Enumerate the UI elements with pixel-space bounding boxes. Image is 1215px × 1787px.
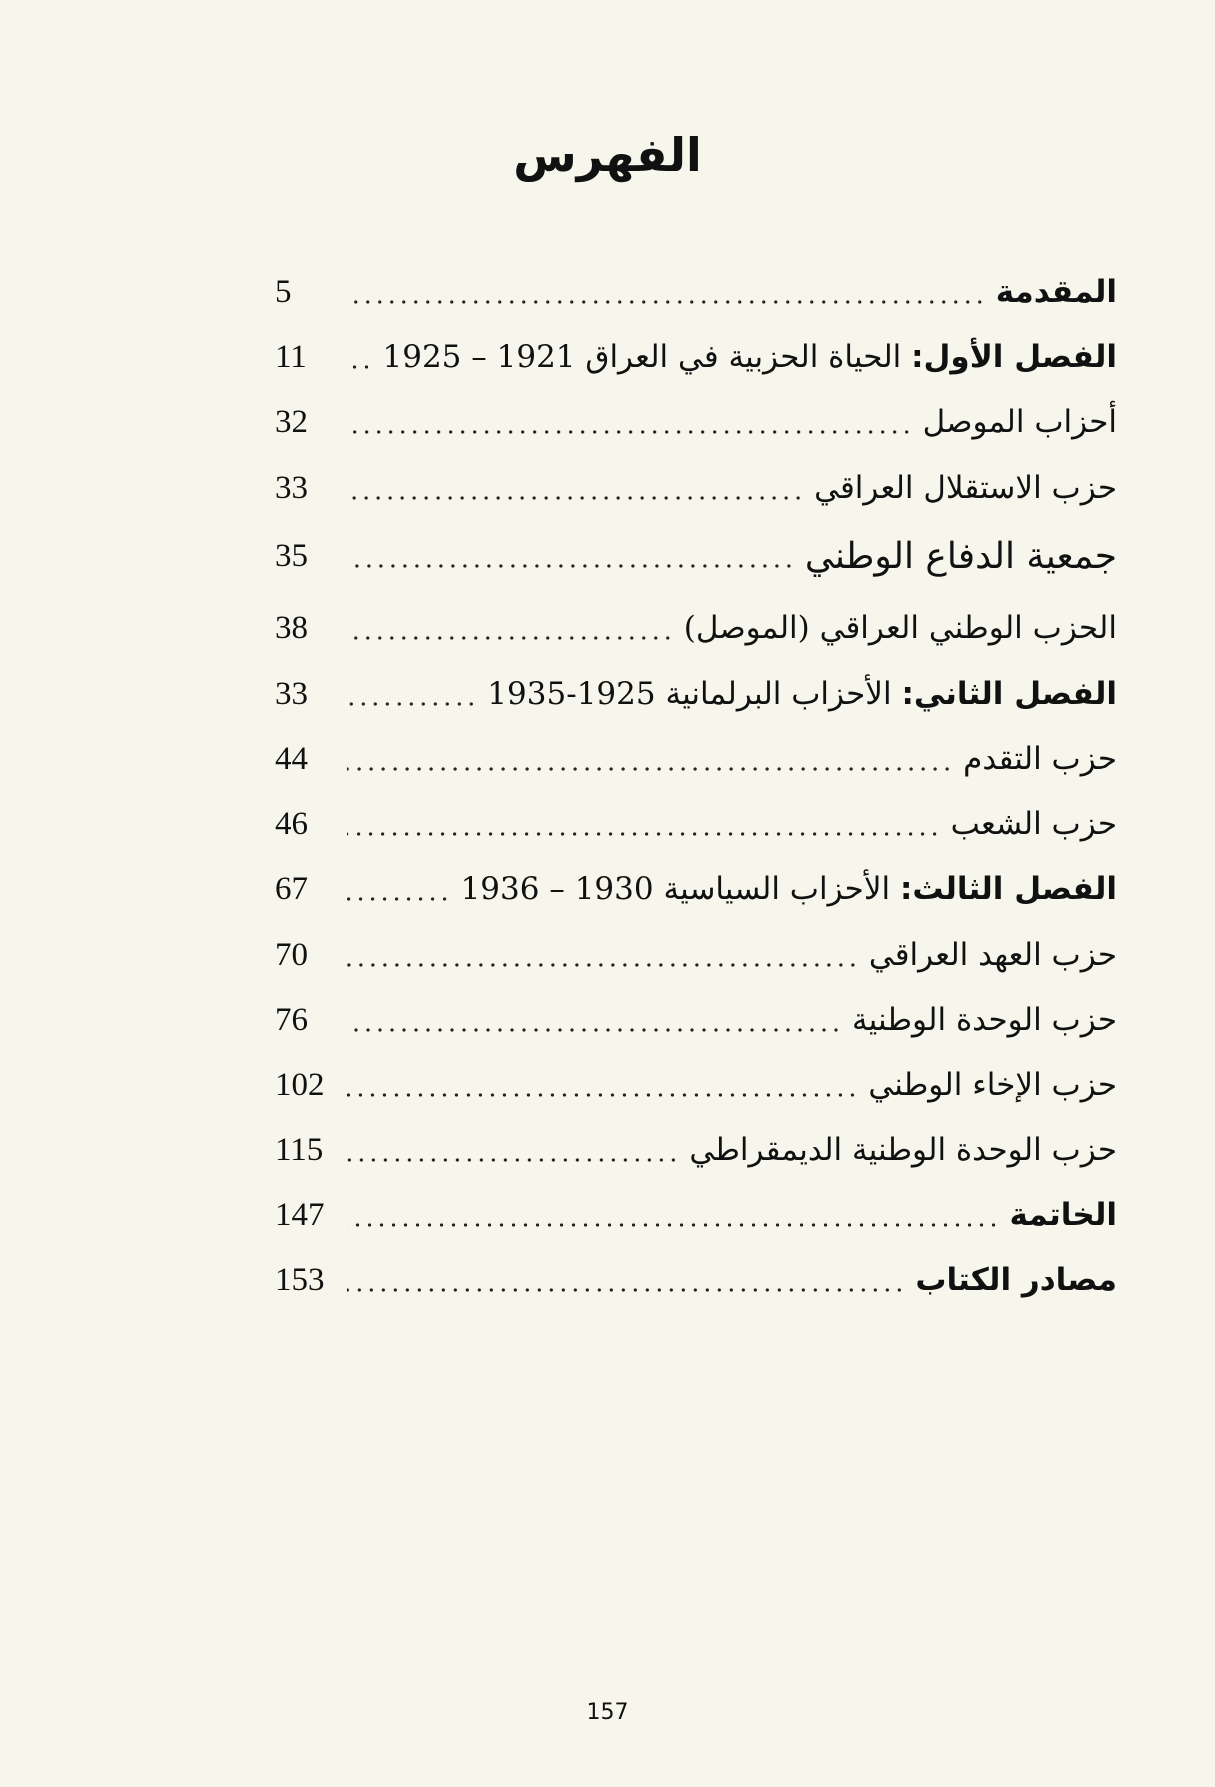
toc-entry-title <box>487 676 1117 712</box>
toc-entry-page: 76 <box>275 1001 308 1038</box>
dot-leader <box>347 495 804 501</box>
toc-entry <box>275 532 1117 580</box>
toc-entry <box>275 865 1117 913</box>
toc-entry-page: 35 <box>275 537 308 574</box>
toc-entry-label: الفصل الثالث: <box>900 871 1117 907</box>
dot-leader <box>347 635 674 641</box>
toc-entry-page: 11 <box>275 338 307 375</box>
toc-entry-label: مصادر الكتاب <box>915 1262 1117 1298</box>
toc-entry-label: الفصل الأول: <box>911 339 1117 375</box>
toc-entry-text: حزب الوحدة الوطنية <box>852 1002 1117 1038</box>
toc-entry <box>275 398 1117 446</box>
dot-leader <box>347 364 373 370</box>
dot-leader <box>347 1287 905 1293</box>
dot-leader <box>347 1222 1000 1228</box>
toc-entry <box>275 268 1117 316</box>
toc-entry <box>275 333 1117 381</box>
toc-entry <box>275 604 1117 652</box>
dot-leader <box>347 1027 842 1033</box>
toc-entry-text: الحزب الوطني العراقي (الموصل) <box>683 610 1117 646</box>
toc-entry-page: 153 <box>275 1261 325 1298</box>
toc-entry-text: حزب الوحدة الوطنية الديمقراطي <box>689 1132 1117 1168</box>
toc-entry-title <box>689 1132 1117 1168</box>
toc-entry <box>275 931 1117 979</box>
toc-entry <box>275 800 1117 848</box>
dot-leader <box>347 563 795 569</box>
toc-entry-text: حزب الاستقلال العراقي <box>814 470 1117 506</box>
dot-leader <box>347 831 941 837</box>
toc-entry-title <box>852 1002 1117 1038</box>
dot-leader <box>347 299 986 305</box>
toc-entry-label: المقدمة <box>995 274 1117 310</box>
toc-entry-page: 67 <box>275 870 308 907</box>
toc-entry-title <box>963 741 1117 777</box>
toc-entry <box>275 1191 1117 1239</box>
toc-entry-page: 70 <box>275 936 308 973</box>
toc-entry-label: الفصل الثاني: <box>901 676 1117 712</box>
toc-entry-title <box>461 871 1117 907</box>
toc-entry-page: 102 <box>275 1066 325 1103</box>
dot-leader <box>347 701 477 707</box>
toc-entry-title <box>868 1067 1117 1103</box>
dot-leader <box>347 1092 858 1098</box>
toc-entry-page: 147 <box>275 1196 325 1233</box>
toc-entry-title <box>951 806 1117 842</box>
toc-entry-text: الأحزاب السياسية 1930 – 1936 <box>460 871 891 907</box>
toc-entry-text: أحزاب الموصل <box>922 404 1117 440</box>
toc-entry-title <box>996 274 1117 310</box>
toc-entry-title <box>915 1262 1117 1298</box>
toc-entry <box>275 670 1117 718</box>
toc-entry <box>275 464 1117 512</box>
toc-entry-text: جمعية الدفاع الوطني <box>804 535 1117 577</box>
toc-entry-page: 115 <box>275 1131 324 1168</box>
toc-entry-text: حزب الشعب <box>950 806 1117 842</box>
page-title: الفهرس <box>513 128 702 182</box>
toc-entry-page: 44 <box>275 740 308 777</box>
dot-leader <box>347 1157 679 1163</box>
dot-leader <box>347 766 953 772</box>
toc-entry-title <box>1010 1197 1117 1233</box>
toc-entry <box>275 1061 1117 1109</box>
dot-leader <box>347 429 913 435</box>
toc-entry <box>275 735 1117 783</box>
toc-entry-title <box>869 937 1117 973</box>
toc-entry-title <box>805 536 1117 577</box>
toc-entry-page: 46 <box>275 805 308 842</box>
toc-entry <box>275 996 1117 1044</box>
toc-entry-page: 38 <box>275 609 308 646</box>
toc-entry-label: الخاتمة <box>1009 1197 1117 1233</box>
toc-entry <box>275 1126 1117 1174</box>
toc-entry-text: الحياة الحزبية في العراق 1921 – 1925 <box>382 339 902 375</box>
toc-entry-page: 33 <box>275 675 308 712</box>
toc-entry-page: 5 <box>275 273 292 310</box>
page-number: 157 <box>586 1700 629 1725</box>
toc-entry <box>275 1256 1117 1304</box>
toc-entry-title <box>684 610 1117 646</box>
toc-entry-page: 32 <box>275 403 308 440</box>
dot-leader <box>347 896 451 902</box>
toc-entry-text: حزب التقدم <box>963 741 1117 777</box>
toc-entry-page: 33 <box>275 469 308 506</box>
toc-entry-title <box>814 470 1117 506</box>
dot-leader <box>347 962 859 968</box>
toc-entry-text: حزب العهد العراقي <box>868 937 1117 973</box>
toc-entry-title <box>923 404 1117 440</box>
toc-entry-text: حزب الإخاء الوطني <box>868 1067 1117 1103</box>
toc-entry-text: الأحزاب البرلمانية 1925-1935 <box>487 676 892 712</box>
toc-entry-title <box>383 339 1118 375</box>
